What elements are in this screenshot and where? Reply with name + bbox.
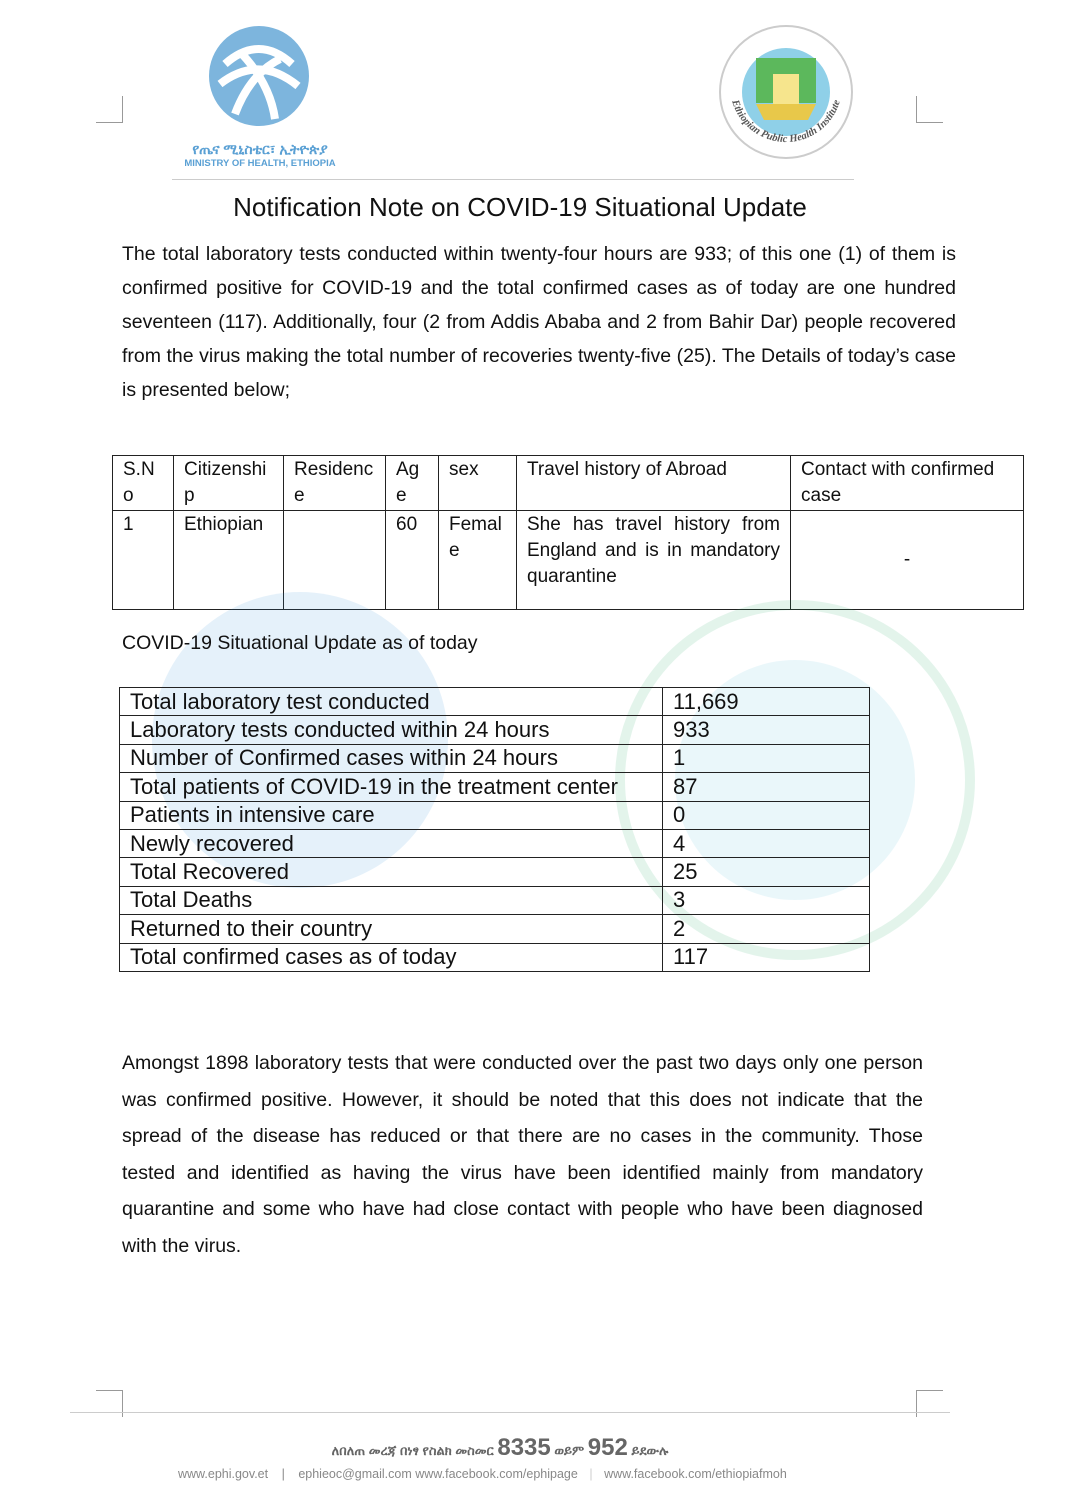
row-value: 87 xyxy=(663,773,870,801)
cell: 60 xyxy=(386,511,439,610)
row-value: 1 xyxy=(663,744,870,772)
table-row xyxy=(120,688,870,716)
email-facebook-link[interactable]: ephieoc@gmail.com www.facebook.com/ephipage xyxy=(298,1467,578,1481)
header-cell: sex xyxy=(439,456,517,511)
header-cell: Travel history of Abroad xyxy=(517,456,791,511)
table-row xyxy=(120,858,870,886)
closing-paragraph: Amongst 1898 laboratory tests that were conducted over the past two days only one person was confirmed positive. However, it should be noted that this does not indicate that the spread of the disease has reduced or that there are no cases in the community. Those tested and identified as having the virus have been identified mainly from mandatory quarantine and some who have had close contact with people who have been diagnosed with the virus. xyxy=(122,1052,923,1257)
website-link[interactable]: www.ephi.gov.et xyxy=(178,1467,269,1481)
row-value: 0 xyxy=(663,801,870,829)
row-label: Total Deaths xyxy=(120,886,663,914)
footer-links xyxy=(178,1467,787,1481)
header-cell: Age xyxy=(386,456,439,511)
cell: 1 xyxy=(113,511,174,610)
moh-emblem-icon xyxy=(180,24,340,134)
row-label: Laboratory tests conducted within 24 hours xyxy=(120,716,663,744)
row-label: Total patients of COVID-19 in the treatment center xyxy=(120,773,663,801)
ephi-seal xyxy=(718,24,854,160)
row-label: Total laboratory test conducted xyxy=(120,688,663,716)
row-value: 3 xyxy=(663,886,870,914)
header-cell: S.No xyxy=(113,456,174,511)
row-label: Returned to their country xyxy=(120,915,663,943)
footer-hotline xyxy=(0,1434,1000,1462)
row-label: Number of Confirmed cases within 24 hours xyxy=(120,744,663,772)
separator: | xyxy=(281,1467,285,1481)
table-row xyxy=(120,773,870,801)
row-value: 933 xyxy=(663,716,870,744)
hotline-mid: ወይም xyxy=(554,1443,585,1458)
table-row xyxy=(120,716,870,744)
table-row xyxy=(120,886,870,914)
hotline-pre: ለበለጠ መረጃ በነፃ የስልክ መስመር xyxy=(331,1443,494,1458)
row-label: Total Recovered xyxy=(120,858,663,886)
moh-logo-amharic: የጤና ሚኒስቴር፣ ኢትዮጵያ xyxy=(192,141,328,157)
row-label: Patients in intensive care xyxy=(120,801,663,829)
table-row xyxy=(120,744,870,772)
footer-divider xyxy=(70,1412,950,1413)
cell: Female xyxy=(439,511,517,610)
table-header-row xyxy=(113,456,1024,511)
header-cell: Citizenship xyxy=(174,456,284,511)
separator: | xyxy=(589,1467,593,1481)
cell: She has travel history from England and is in mandatory quarantine xyxy=(517,511,791,610)
moh-logo-text: MINISTRY OF HEALTH, ETHIOPIA xyxy=(184,158,336,169)
row-value: 117 xyxy=(663,943,870,971)
table-row xyxy=(120,829,870,857)
table-row xyxy=(120,915,870,943)
situational-update-table xyxy=(119,687,870,972)
table-row xyxy=(120,943,870,971)
update-heading: COVID-19 Situational Update as of today xyxy=(122,632,478,654)
row-value: 11,669 xyxy=(663,688,870,716)
hotline-number: 8335 xyxy=(497,1434,551,1461)
moh-logo xyxy=(180,24,340,169)
cell: - xyxy=(791,511,1024,610)
cell: Ethiopian xyxy=(174,511,284,610)
row-value: 25 xyxy=(663,858,870,886)
row-value: 2 xyxy=(663,915,870,943)
hotline-post: ይደውሉ xyxy=(631,1443,669,1458)
row-value: 4 xyxy=(663,829,870,857)
row-label: Total confirmed cases as of today xyxy=(120,943,663,971)
header-divider xyxy=(172,179,854,180)
case-table xyxy=(112,455,1024,610)
ephi-seal-icon xyxy=(718,24,854,160)
facebook-moh-link[interactable]: www.facebook.com/ethiopiafmoh xyxy=(604,1467,787,1481)
hotline-number: 952 xyxy=(587,1434,628,1461)
row-label: Newly recovered xyxy=(120,829,663,857)
ephi-seal-text: Ethiopian Public Health Institute xyxy=(729,98,843,146)
page-title: Notification Note on COVID-19 Situational Update xyxy=(233,192,807,222)
crop-mark xyxy=(916,96,943,123)
header-cell: Residence xyxy=(284,456,386,511)
table-row xyxy=(120,801,870,829)
intro-paragraph: The total laboratory tests conducted within twenty-four hours are 933; of this one (1) of them is confirmed positive for COVID-19 and the total confirmed cases as of today are one hundred seventeen (117). Additionally, four (2 from Addis Ababa and 2 from Bahir Dar) people recovered from the virus making the total number of recoveries twenty-five (25). The Details of today’s case is presented below; xyxy=(122,243,956,401)
crop-mark xyxy=(96,96,123,123)
header-cell: Contact with confirmed case xyxy=(791,456,1024,511)
